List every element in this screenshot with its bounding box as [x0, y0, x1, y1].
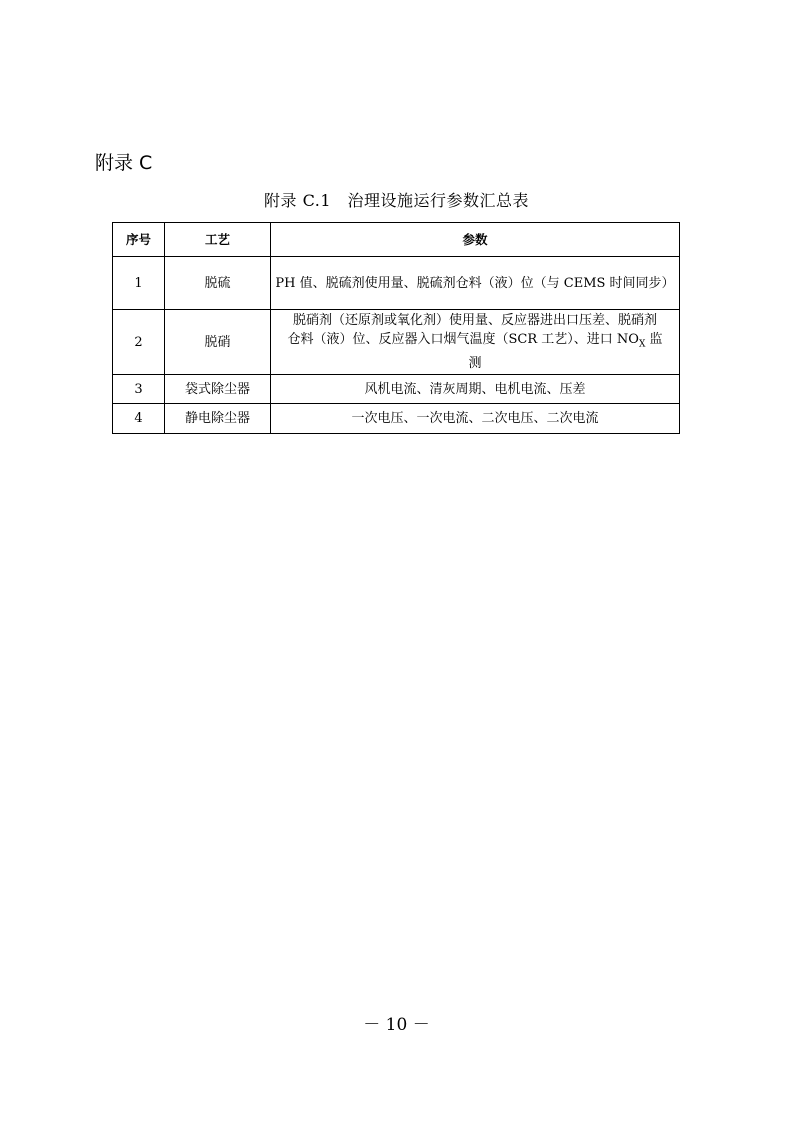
cell-process: 静电除尘器: [165, 404, 271, 434]
page-number: － 10 －: [363, 1015, 430, 1035]
cell-serial-no: 2: [113, 310, 165, 375]
header-parameters: 参数: [271, 223, 680, 257]
cell-process: 袋式除尘器: [165, 375, 271, 404]
cell-serial-no: 4: [113, 404, 165, 434]
appendix-heading: 附录 C: [95, 152, 153, 174]
cell-parameters: 一次电压、一次电流、二次电压、二次电流: [271, 404, 680, 434]
parameters-table: [112, 222, 680, 434]
cell-serial-no: 1: [113, 257, 165, 310]
table-title: 附录 C.1 治理设施运行参数汇总表: [263, 191, 530, 210]
header-serial-no: 序号: [113, 223, 165, 257]
param-subscript: X: [638, 339, 646, 350]
cell-parameters: PH 值、脱硫剂使用量、脱硫剂仓料（液）位（与 CEMS 时间同步）: [271, 257, 680, 310]
cell-parameters: [271, 310, 680, 375]
param-line-2-end: 监: [645, 331, 663, 347]
header-process: 工艺: [165, 223, 271, 257]
table-row: [113, 257, 680, 310]
param-line-1: 脱硝剂（还原剂或氧化剂）使用量、反应器进出口压差、脱硝剂: [292, 312, 657, 328]
param-line-3: 测: [468, 356, 482, 372]
table-row: [113, 404, 680, 434]
cell-process: 脱硫: [165, 257, 271, 310]
table-header-row: [113, 223, 680, 257]
cell-parameters: 风机电流、清灰周期、电机电流、压差: [271, 375, 680, 404]
cell-process: 脱硝: [165, 310, 271, 375]
cell-serial-no: 3: [113, 375, 165, 404]
param-line-2: 仓料（液）位、反应器入口烟气温度（SCR 工艺）、进口 NO: [287, 331, 639, 347]
table-row: [113, 310, 680, 375]
table-row: [113, 375, 680, 404]
